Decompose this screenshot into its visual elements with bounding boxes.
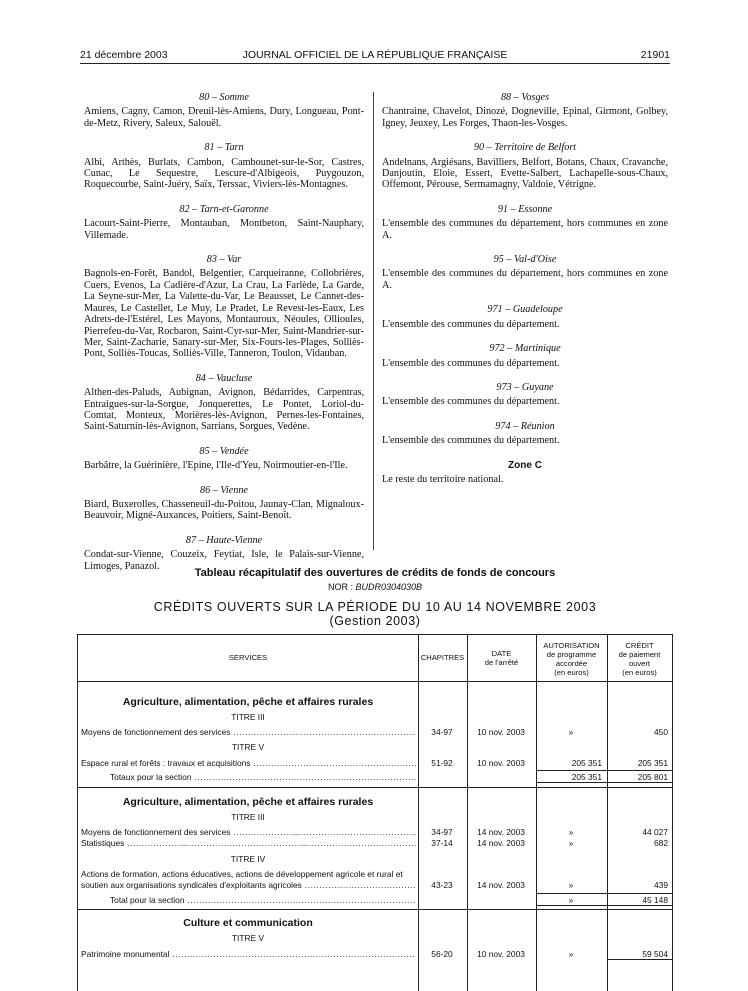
dept-block-91: [382, 204, 668, 241]
header-autorisation: [536, 641, 607, 677]
header-divider: [78, 681, 672, 682]
dept-block-971: [382, 304, 668, 330]
dept-title: 95 – Val-d'Oise: [493, 254, 557, 266]
dept-title: 80 – Somme: [199, 92, 249, 103]
row-label: Actions de formation, actions éducatives, actions de développement agricole et rural et: [81, 869, 403, 879]
total-credit: 45 148: [642, 895, 668, 905]
dept-communes: L'ensemble des communes du département.: [382, 318, 560, 330]
header-credit: [607, 641, 672, 677]
row-label: Statistiques .....: [81, 838, 416, 848]
nor-code: BUDR0304030B: [355, 582, 423, 592]
dept-title: 86 – Vienne: [200, 484, 248, 496]
section-title: Agriculture, alimentation, pêche et affaires rurales: [122, 796, 374, 808]
dept-block-85: [84, 446, 364, 472]
row-date: 14 nov. 2003: [477, 838, 525, 848]
dept-title: 83 – Var: [206, 254, 242, 266]
period-title: CRÉDITS OUVERTS SUR LA PÉRIODE DU 10 AU 14 NOVEMBRE 2003: [153, 600, 597, 614]
header-date-line: de l'arrêté: [484, 658, 519, 667]
header-credit-line: (en euros): [622, 668, 657, 677]
row-credit: 439: [654, 880, 668, 890]
header-services: SERVICES: [228, 653, 268, 662]
dept-communes: Andelnans, Argiésans, Bavilliers, Belfort, Botans, Chaux, Cravanche, Danjoutin, Eloie, Essert, Evette-Salbert, Lachapelle-sous-Chaux, Offemont, Pérouse, Sermamagny, Valdoie, Vétrigne.: [382, 156, 668, 191]
header-chapitres: CHAPITRES: [420, 653, 465, 662]
row-label: Moyens de fonctionnement des services .....: [81, 827, 416, 837]
credits-table: [77, 634, 673, 991]
row-label: Patrimoine monumental .....: [81, 949, 416, 959]
header-auth-line: accordée: [555, 659, 588, 668]
dept-communes: Amiens, Cagny, Camon, Dreuil-lès-Amiens, Dury, Longueau, Pont-de-Metz, Rivery, Saleux, Salouël.: [84, 106, 364, 129]
row-label: Moyens de fonctionnement des services .....: [81, 727, 416, 737]
dept-communes: Chantraine, Chavelot, Dinozé, Dogneville, Epinal, Girmont, Golbey, Igney, Jeuxey, Les Forges, Thaon-les-Vosges.: [382, 106, 668, 129]
dept-block-86: [84, 485, 364, 522]
dept-communes: Bagnols-en-Forêt, Bandol, Belgentier, Carqueiranne, Collobrières, Cuers, Evenos, La Cadière-d'Azur, La Crau, La Farlède, La Garde, La Seyne-sur-Mer, La Valette-du-Var, Le Beausset, Le Cannet-des-Maures, Le Castellet, Le Muy, Le Pradet, Le Revest-les-Eaux, Les Adrets-de-l'Estérel, Les Mayons, Montauroux, Néoules, Ollioules, Pierrefeu-du-Var, Rocbaron, Saint-Cyr-sur-Mer, Saint-Mandrier-sur-Mer, Saint-Zacharie, Sanary-sur-Mer, Six-Fours-les-Plages, Solliès-Pont, Solliès-Toucas, Solliès-Ville, Tanneron, Toulon, Vidauban.: [84, 268, 364, 360]
row-date: 14 nov. 2003: [477, 880, 525, 890]
header-date-line: DATE: [491, 649, 512, 658]
dept-title: 85 – Vendée: [199, 445, 249, 457]
titre-heading: TITRE V: [231, 742, 265, 752]
nor-label: NOR :: [327, 582, 353, 592]
total-autorisation: 205 351: [571, 772, 602, 782]
row-date: 14 nov. 2003: [477, 827, 525, 837]
header-credit-line: CRÉDIT: [625, 641, 654, 650]
row-date: 10 nov. 2003: [477, 758, 525, 768]
row-autorisation: »: [568, 880, 574, 890]
summary-title: Tableau récapitulatif des ouvertures de crédits de fonds de concours: [194, 567, 556, 579]
row-credit: 205 351: [637, 758, 668, 768]
dept-title: 973 – Guyane: [496, 381, 554, 393]
zone-c-block: [382, 460, 668, 486]
total-label: Total pour la section .....: [110, 895, 416, 905]
dept-block-82: [84, 204, 364, 241]
dept-block-90: [382, 142, 668, 191]
header-auth-line: (en euros): [554, 668, 589, 677]
dept-block-95: [382, 254, 668, 291]
titre-heading: TITRE III: [231, 712, 265, 722]
dept-block-88: [382, 92, 668, 129]
row-chapitre: 51-92: [431, 758, 453, 768]
dept-title: 87 – Haute-Vienne: [185, 534, 263, 546]
right-column: [382, 92, 668, 498]
row-chapitre: 34-97: [431, 727, 453, 737]
row-autorisation: »: [568, 949, 574, 959]
row-date: 10 nov. 2003: [477, 949, 525, 959]
page-header: [80, 47, 670, 64]
col-divider: [467, 635, 468, 991]
row-label: Espace rural et forêts : travaux et acquisitions .....: [81, 758, 416, 768]
row-credit: 44 027: [642, 827, 668, 837]
dept-block-974: [382, 421, 668, 447]
dept-communes: Althen-des-Paluds, Aubignan, Avignon, Bédarrides, Carpentras, Entraigues-sur-la-Sorgue, Jonquerettes, Le Pontet, Loriol-du-Comtat, Monteux, Morières-lès-Avignon, Pernes-les-Fontaines, Saint-Saturnin-lès-Avignon, Sarrians, Sorgues, Vedène.: [84, 387, 364, 433]
titre-heading: TITRE IV: [230, 854, 266, 864]
header-date: [467, 649, 536, 667]
header-date: 21 décembre 2003: [80, 49, 168, 61]
col-divider: [418, 635, 419, 991]
row-autorisation: 205 351: [571, 758, 602, 768]
dept-block-972: [382, 343, 668, 369]
row-date: 10 nov. 2003: [477, 727, 525, 737]
dept-communes: L'ensemble des communes du département.: [382, 435, 560, 447]
dept-title: 90 – Territoire de Belfort: [473, 142, 577, 154]
dept-communes: L'ensemble des communes du département.: [382, 357, 560, 369]
titre-heading: TITRE III: [231, 812, 265, 822]
section-title: Agriculture, alimentation, pêche et affaires rurales: [122, 696, 374, 708]
journal-title: JOURNAL OFFICIEL DE LA RÉPUBLIQUE FRANÇAISE: [242, 49, 508, 61]
total-credit: 205 801: [637, 772, 668, 782]
header-credit-line: ouvert: [628, 659, 651, 668]
dept-communes: Condat-sur-Vienne, Couzeix, Feytiat, Isle, le Palais-sur-Vienne, Limoges, Panazol.: [84, 549, 364, 572]
dept-title: 971 – Guadeloupe: [487, 304, 563, 316]
row-credit: 682: [654, 838, 668, 848]
row-underline: [608, 959, 672, 960]
row-label: soutien aux organisations syndicales d'exploitants agricoles .....: [81, 880, 416, 890]
section-divider: [78, 787, 672, 788]
dept-communes: Lacourt-Saint-Pierre, Montauban, Montbeton, Saint-Nauphary, Villemade.: [84, 218, 364, 241]
row-autorisation: »: [568, 827, 574, 837]
nor-reference: [80, 582, 670, 592]
dept-title: 972 – Martinique: [489, 343, 561, 355]
dept-block-80: [84, 92, 364, 129]
dept-block-84: [84, 373, 364, 433]
dept-title: 82 – Tarn-et-Garonne: [179, 203, 269, 215]
header-credit-line: de paiement: [618, 650, 661, 659]
dept-communes: Barbâtre, la Guérinière, l'Epine, l'Ile-d'Yeu, Noirmoutier-en-l'Ile.: [84, 460, 348, 472]
dept-communes: Albi, Arthès, Burlats, Cambon, Cambounet-sur-le-Sor, Castres, Cunac, Le Sequestre, Lescure-d'Albigeois, Puygouzon, Roquecourbe, Saint-Juéry, Saïx, Terssac, Viviers-lès-Montagnes.: [84, 156, 364, 191]
dept-block-81: [84, 142, 364, 191]
dept-communes: L'ensemble des communes du département.: [382, 396, 560, 408]
zone-title: Zone C: [508, 459, 542, 471]
column-divider: [373, 92, 374, 550]
row-chapitre: 34-97: [431, 827, 453, 837]
left-column: [84, 92, 364, 585]
header-auth-line: de programme: [546, 650, 597, 659]
period-subtitle: (Gestion 2003): [329, 614, 421, 628]
dept-title: 88 – Vosges: [500, 92, 550, 103]
row-autorisation: »: [568, 838, 574, 848]
dept-communes: L'ensemble des communes du département, hors communes en zone A.: [382, 268, 668, 291]
dept-title: 91 – Essonne: [497, 203, 553, 215]
dept-title: 974 – Réunion: [495, 420, 555, 432]
dept-communes: L'ensemble des communes du département, hors communes en zone A.: [382, 218, 668, 241]
row-credit: 59 504: [642, 949, 668, 959]
dept-block-973: [382, 382, 668, 408]
header-auth-line: AUTORISATION: [543, 641, 600, 650]
dept-block-83: [84, 254, 364, 360]
dept-title: 84 – Vaucluse: [195, 372, 253, 384]
row-chapitre: 43-23: [431, 880, 453, 890]
titre-heading: TITRE V: [231, 933, 265, 943]
dept-title: 81 – Tarn: [204, 142, 244, 154]
col-divider: [536, 635, 537, 991]
row-autorisation: »: [568, 727, 574, 737]
row-chapitre: 37-14: [431, 838, 453, 848]
section-divider: [78, 909, 672, 910]
total-label: Totaux pour la section .....: [110, 772, 416, 782]
row-credit: 450: [654, 727, 668, 737]
section-title: Culture et communication: [183, 917, 313, 929]
zone-text: Le reste du territoire national.: [382, 473, 504, 485]
page-number: 21901: [640, 49, 670, 61]
row-chapitre: 56-20: [431, 949, 453, 959]
dept-communes: Biard, Buxerolles, Chasseneuil-du-Poitou, Jaunay-Clan, Mignaloux-Beauvoir, Migné-Auxances, Poitiers, Saint-Benoît.: [84, 498, 364, 522]
total-autorisation: »: [568, 895, 574, 905]
col-divider: [607, 635, 608, 991]
